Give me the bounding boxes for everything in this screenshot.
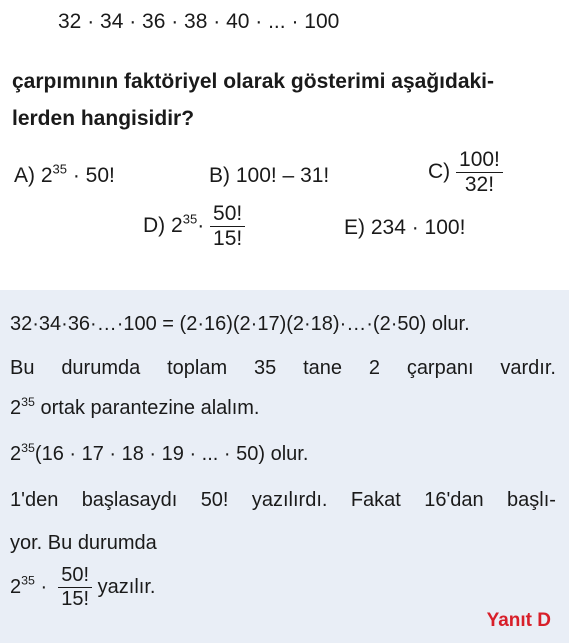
solution-word: başlı- [507,489,556,511]
option-e [344,216,465,240]
solution-line-4-base: 2 [10,443,22,465]
solution-word: çarpanı [406,357,474,379]
option-e-text: 234 · 100! [370,216,466,239]
option-b [209,164,329,188]
solution-line-7-dot: · [34,575,53,598]
solution-line-7-numerator: 50! [58,565,92,588]
solution-line-1: 32·34·36·…·100 = (2·16)(2·17)(2·18)·…·(2·50) olur. [10,313,470,335]
solution-word: durumda [61,357,141,379]
solution-word: vardır. [500,357,556,379]
solution-word: Fakat [350,489,401,511]
option-a [14,161,115,188]
solution-line-3 [10,394,260,420]
solution-line-3-rest: ortak parantezine alalım. [34,397,260,419]
solution-line-7 [10,565,155,610]
solution-line-3-base: 2 [10,397,22,419]
option-c-fraction [456,149,503,196]
solution-word: başlasaydı [81,489,178,511]
solution-word: 2 [368,357,380,379]
option-c [428,149,503,196]
solution-line-4 [10,440,309,466]
solution-word: yazılırdı. [251,489,328,511]
solution-line-7-fraction [58,565,92,610]
option-c-letter: C) [428,160,451,184]
option-e-letter: E) [344,216,365,239]
solution-word: 50! [200,489,229,511]
solution-line-7-exponent: 35 [21,573,35,588]
option-d [143,203,245,250]
solution-line-4-exponent: 35 [21,440,35,455]
answer-label: Yanıt D [486,610,551,631]
solution-word: 1'den [10,489,59,511]
option-d-fraction [210,203,245,250]
solution-line-7-base: 2 [10,575,22,598]
option-d-base: 2 [171,214,183,238]
solution-line-3-exponent: 35 [21,394,35,409]
question-text-line-2: lerden hangisidir? [12,107,195,130]
option-c-numerator: 100! [456,149,503,173]
option-a-base: 2 [40,164,53,187]
option-a-exponent: 35 [52,161,68,177]
solution-line-2 [10,357,556,380]
option-b-text: 100! – 31! [235,164,330,187]
option-d-dot: · [197,214,205,238]
solution-line-6: yor. Bu durumda [10,532,157,554]
solution-word: Bu [10,357,35,379]
solution-line-7-rest: yazılır. [97,575,156,598]
solution-word: 16'dan [424,489,484,511]
option-d-denominator: 15! [213,227,243,251]
option-d-numerator: 50! [210,203,245,227]
solution-line-4-rest: (16 · 17 · 18 · 19 · ... · 50) olur. [34,443,309,465]
option-b-letter: B) [209,164,230,187]
solution-word: toplam [167,357,228,379]
option-a-rest: · 50! [72,164,115,187]
solution-line-5 [10,489,556,512]
option-a-letter: A) [14,164,35,187]
solution-word: tane [303,357,342,379]
option-c-denominator: 32! [464,173,495,197]
question-text-line-1: çarpımının faktöriyel olarak gösterimi aşağıdaki- [12,70,495,93]
solution-word: 35 [253,357,277,379]
option-d-letter: D) [143,214,166,238]
question-expression: 32 · 34 · 36 · 38 · 40 · ... · 100 [58,10,340,33]
solution-line-7-denominator: 15! [61,588,90,610]
option-d-exponent: 35 [182,211,198,227]
